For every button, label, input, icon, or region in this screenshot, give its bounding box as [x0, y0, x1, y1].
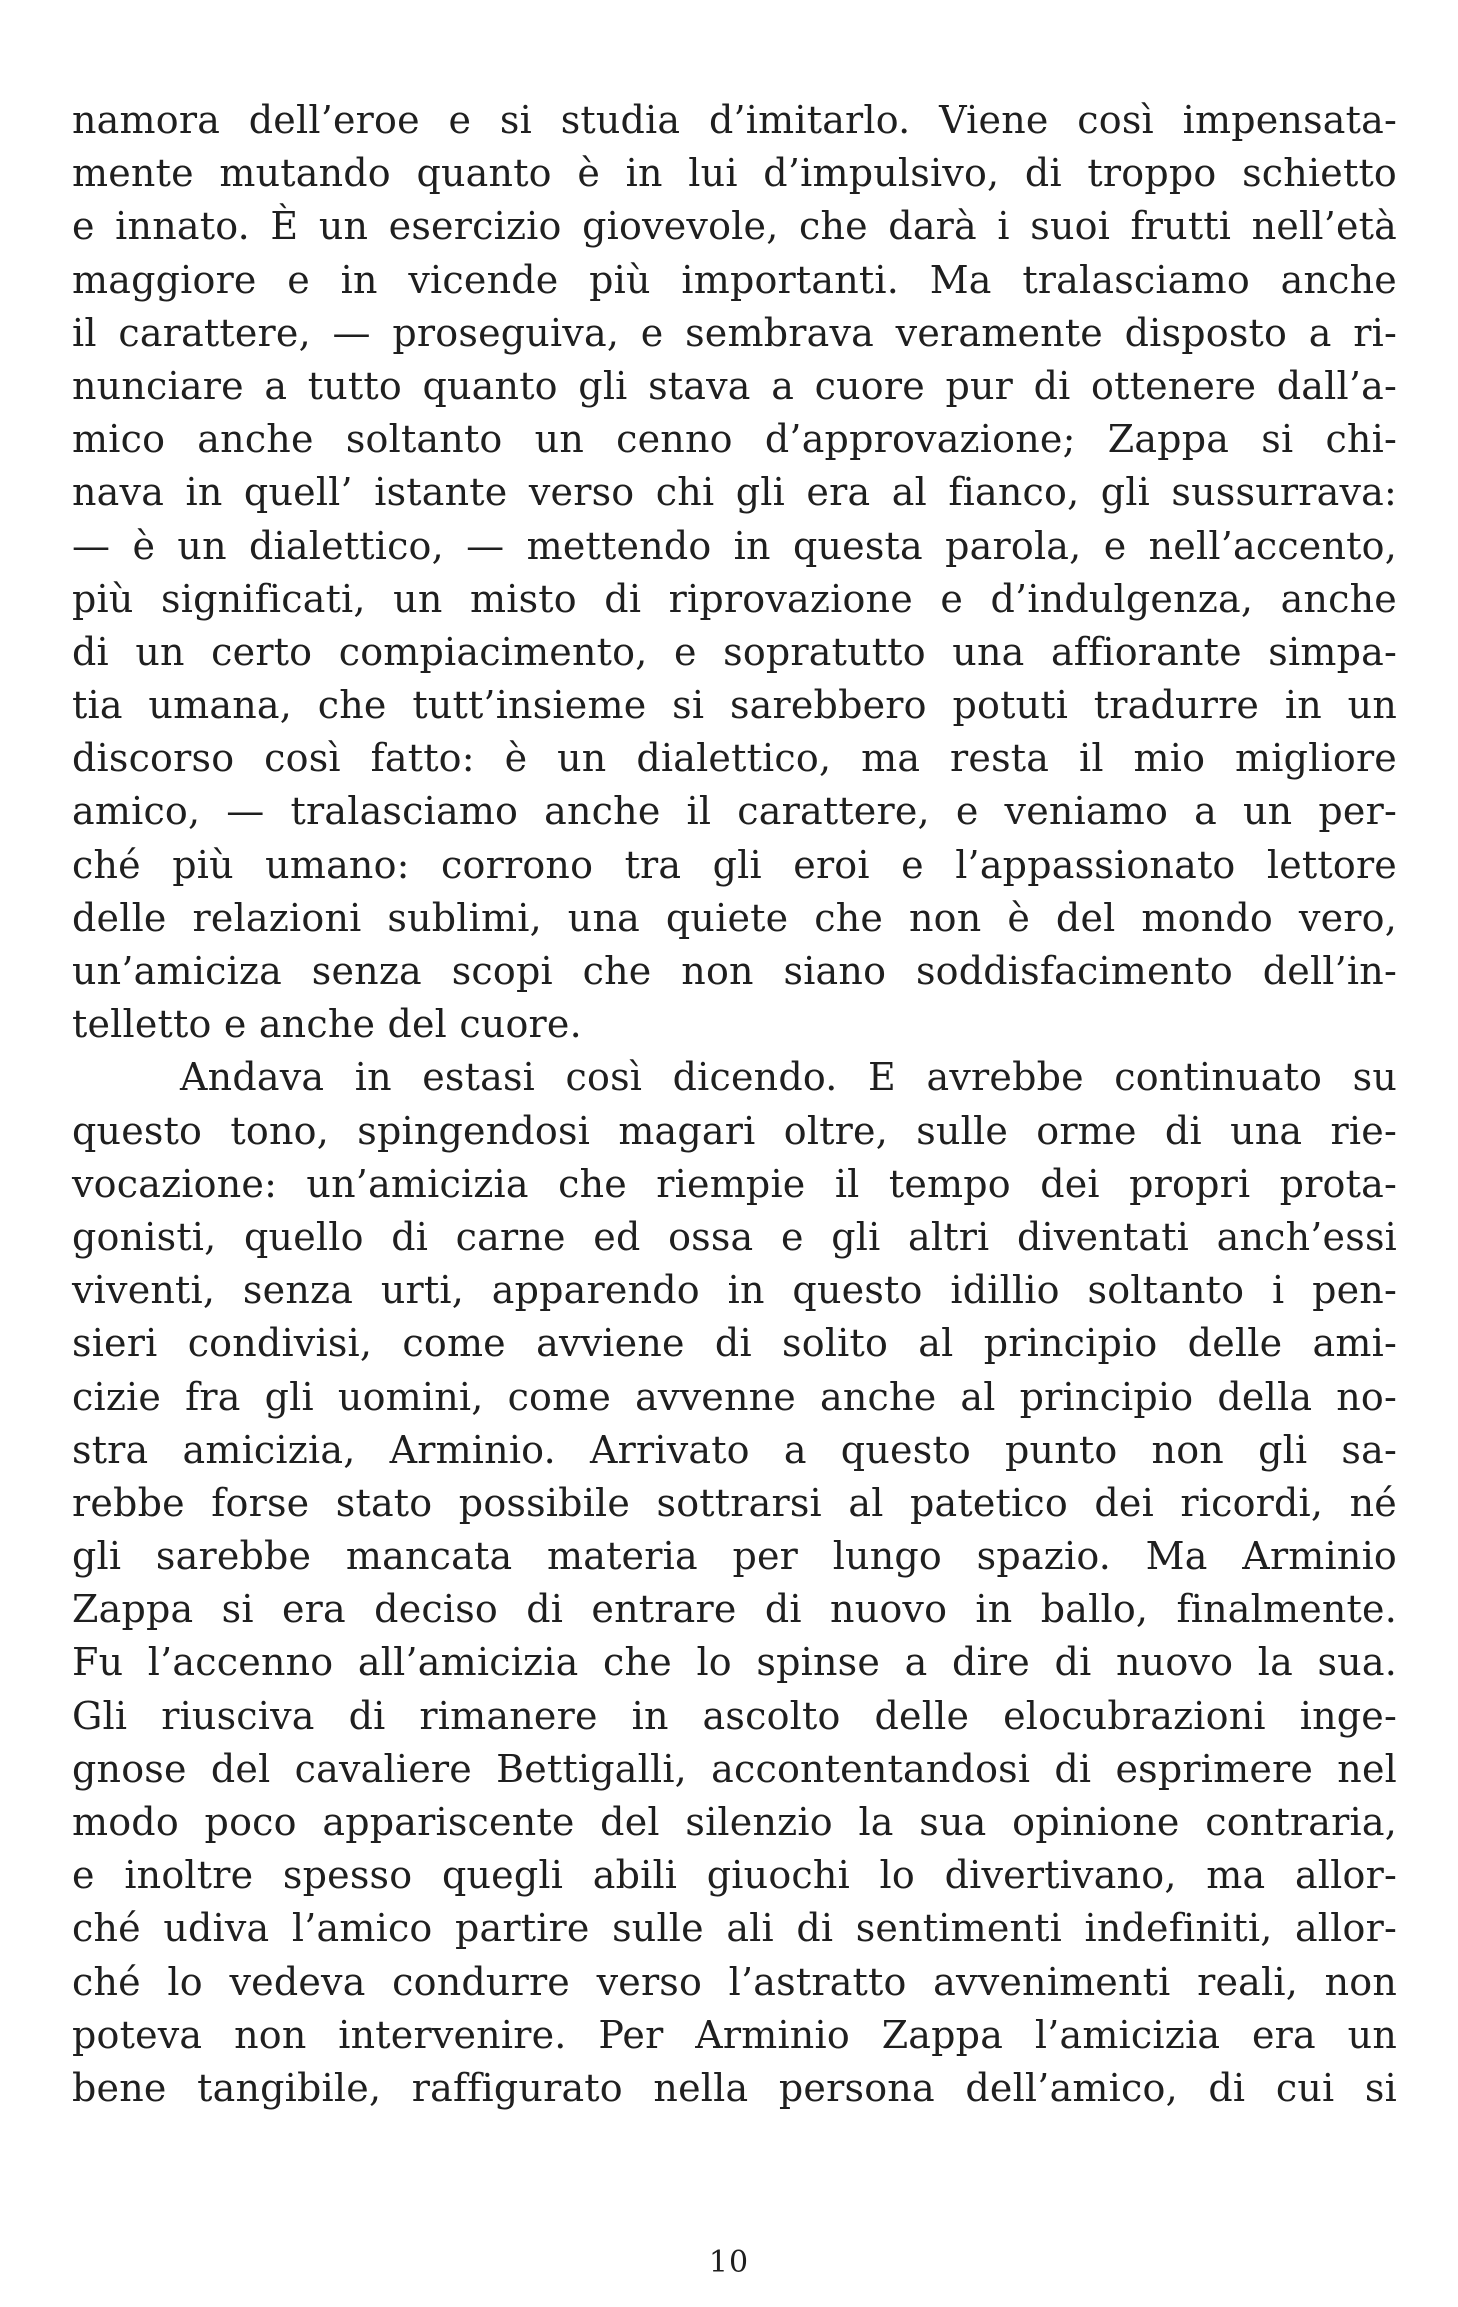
text-line: Fu l’accenno all’amicizia che lo spinse a dire di nuovo la sua. [72, 1640, 1397, 1685]
text-line: ché più umano: corrono tra gli eroi e l’appassionato lettore [72, 842, 1397, 887]
text-line: namora dell’eroe e si studia d’imitarlo. Viene così impensata- [72, 98, 1397, 142]
text-line: viventi, senza urti, apparendo in questo idillio soltanto i pen- [72, 1268, 1397, 1313]
paragraph-start-line: Andava in estasi così dicendo. E avrebbe continuato su [180, 1055, 1397, 1100]
text-line: Gli riusciva di rimanere in ascolto delle elocubrazioni inge- [72, 1693, 1397, 1738]
text-line: Zappa si era deciso di entrare di nuovo in ballo, finalmente. [72, 1587, 1397, 1632]
text-line: delle relazioni sublimi, una quiete che non è del mondo vero, [72, 895, 1397, 940]
text-line: sieri condivisi, come avviene di solito al principio delle ami- [72, 1321, 1397, 1366]
text-line: questo tono, spingendosi magari oltre, sulle orme di una rie- [72, 1108, 1397, 1153]
text-line: ché lo vedeva condurre verso l’astratto avvenimenti reali, non [72, 1959, 1397, 2004]
text-line: bene tangibile, raffigurato nella persona dell’amico, di cui si [72, 2065, 1397, 2110]
text-line: e inoltre spesso quegli abili giuochi lo divertivano, ma allor- [72, 1853, 1397, 1898]
text-line: mico anche soltanto un cenno d’approvazione; Zappa si chi- [72, 417, 1397, 462]
text-line: discorso così fatto: è un dialettico, ma resta il mio migliore [72, 736, 1397, 781]
paragraph-end-line: telletto e anche del cuore. [72, 1002, 582, 1047]
text-line: di un certo compiacimento, e sopratutto una affiorante simpa- [72, 629, 1397, 674]
text-line: nava in quell’ istante verso chi gli era al fianco, gli sussurrava: [72, 470, 1397, 515]
text-line: ché udiva l’amico partire sulle ali di sentimenti indefiniti, allor- [72, 1906, 1397, 1951]
text-line: maggiore e in vicende più importanti. Ma tralasciamo anche [72, 257, 1397, 302]
text-line: mente mutando quanto è in lui d’impulsivo, di troppo schietto [72, 151, 1397, 196]
text-line: amico, — tralasciamo anche il carattere, e veniamo a un per- [72, 789, 1397, 834]
text-line: gonisti, quello di carne ed ossa e gli altri diventati anch’essi [72, 1214, 1397, 1259]
text-line: un’amiciza senza scopi che non siano soddisfacimento dell’in- [72, 949, 1397, 993]
text-line: stra amicizia, Arminio. Arrivato a questo punto non gli sa- [72, 1427, 1397, 1472]
text-line: il carattere, — proseguiva, e sembrava veramente disposto a ri- [72, 310, 1397, 355]
text-line: vocazione: un’amicizia che riempie il tempo dei propri prota- [72, 1161, 1397, 1206]
text-line: nunciare a tutto quanto gli stava a cuore pur di ottenere dall’a- [72, 363, 1397, 408]
text-line: modo poco appariscente del silenzio la sua opinione contraria, [72, 1800, 1397, 1844]
text-line: — è un dialettico, — mettendo in questa parola, e nell’accento, [72, 523, 1397, 568]
text-line: rebbe forse stato possibile sottrarsi al patetico dei ricordi, né [72, 1480, 1397, 1525]
text-line: poteva non intervenire. Per Arminio Zappa l’amicizia era un [72, 2012, 1397, 2057]
body-text [72, 94, 1397, 2115]
text-line: gnose del cavaliere Bettigalli, accontentandosi di esprimere nel [72, 1746, 1397, 1791]
text-line: tia umana, che tutt’insieme si sarebbero potuti tradurre in un [72, 683, 1397, 728]
page-number: 10 [708, 2245, 750, 2280]
text-line: cizie fra gli uomini, come avvenne anche al principio della no- [72, 1374, 1397, 1419]
text-line: più significati, un misto di riprovazione e d’indulgenza, anche [72, 576, 1397, 621]
text-line: gli sarebbe mancata materia per lungo spazio. Ma Arminio [72, 1534, 1397, 1579]
text-line: e innato. È un esercizio giovevole, che darà i suoi frutti nell’età [72, 204, 1397, 249]
